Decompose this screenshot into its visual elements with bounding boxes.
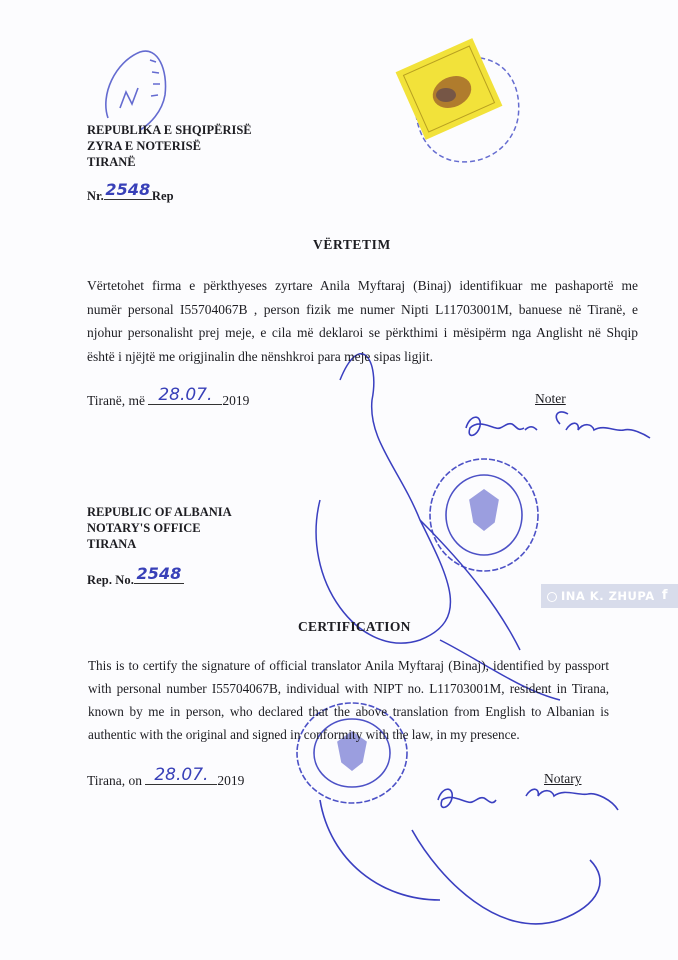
english-paragraph-line: This is to certify the signature of official translator Anila Myftaraj (Binaj), identified by passport	[88, 658, 609, 673]
albanian-header	[87, 122, 252, 170]
albanian-date-line	[87, 385, 250, 409]
english-paragraph	[88, 654, 609, 746]
albanian-title: VËRTETIM	[313, 237, 391, 252]
english-paragraph-line: with personal number I55704067B, individual with NIPT no. L11703001M, resident in Tirana,	[88, 681, 609, 696]
english-notary-label: Notary	[544, 771, 582, 786]
fiscal-stamp	[396, 38, 503, 140]
english-header-line: NOTARY'S OFFICE	[87, 521, 201, 535]
albanian-header-line: ZYRA E NOTERISË	[87, 139, 201, 153]
english-date-year: 2019	[217, 773, 245, 788]
pen-strokes	[316, 354, 560, 700]
albanian-paragraph-line: numër personal I55704067B , person fizik me numer Nipti L11703001M, banuese në Tiranë, e	[87, 301, 638, 317]
english-date-handwritten: 28.07.	[154, 765, 209, 785]
notary-seal-middle	[430, 459, 538, 571]
nr-handwritten-value: 2548	[105, 180, 151, 199]
notary-signature-albanian	[466, 412, 650, 438]
rep-blank	[134, 564, 184, 584]
facebook-icon: f	[661, 588, 669, 603]
albanian-header-line: TIRANË	[87, 155, 136, 169]
albanian-header-line: REPUBLIKA E SHQIPËRISË	[87, 123, 252, 137]
english-title: CERTIFICATION	[298, 619, 411, 634]
english-header-line: REPUBLIC OF ALBANIA	[87, 505, 232, 519]
albanian-date-blank	[148, 385, 222, 405]
english-paragraph-line: authentic with the original and signed in conformity with the law, in my presence.	[88, 727, 520, 742]
albanian-paragraph-line: njohur personalisht prej meje, e cila më deklaroi se përkthimi i mësipërm nga Anglisht në Shqip	[87, 325, 638, 340]
albanian-paragraph-line: është i njëjtë me origjinalin dhe nënshkroi para meje sipas ligjit.	[87, 348, 434, 364]
albanian-date-handwritten: 28.07.	[158, 385, 213, 405]
albanian-paragraph	[87, 274, 638, 368]
english-header-line: TIRANA	[87, 537, 137, 551]
top-left-stamp-mark	[106, 51, 166, 130]
english-date-prefix: Tirana, on	[87, 773, 143, 788]
nr-blank	[104, 180, 152, 200]
english-paragraph-line: known by me in person, who declared that the above translation from English to Albanian is	[88, 704, 609, 719]
notary-signature-english	[320, 789, 618, 924]
albanian-date-prefix: Tiranë, më	[87, 393, 145, 408]
english-header	[87, 504, 232, 552]
english-date-blank	[145, 765, 217, 785]
nr-suffix: Rep	[151, 189, 174, 203]
albanian-notary-label: Noter	[535, 391, 566, 406]
albanian-date-year: 2019	[222, 393, 250, 408]
albanian-rep-number	[87, 180, 174, 204]
albanian-paragraph-line: Vërtetohet firma e përkthyeses zyrtare Anila Myftaraj (Binaj) identifikuar me pashaportë me	[87, 278, 638, 293]
english-date-line	[87, 765, 245, 789]
rep-handwritten-value: 2548	[136, 564, 182, 583]
nr-label: Nr.	[87, 189, 104, 203]
watermark-text: INA K. ZHUPA	[561, 589, 655, 603]
rep-label: Rep. No.	[87, 573, 134, 587]
watermark-badge	[541, 584, 678, 608]
watermark-dot-icon	[547, 592, 557, 602]
english-rep-number	[87, 564, 184, 588]
